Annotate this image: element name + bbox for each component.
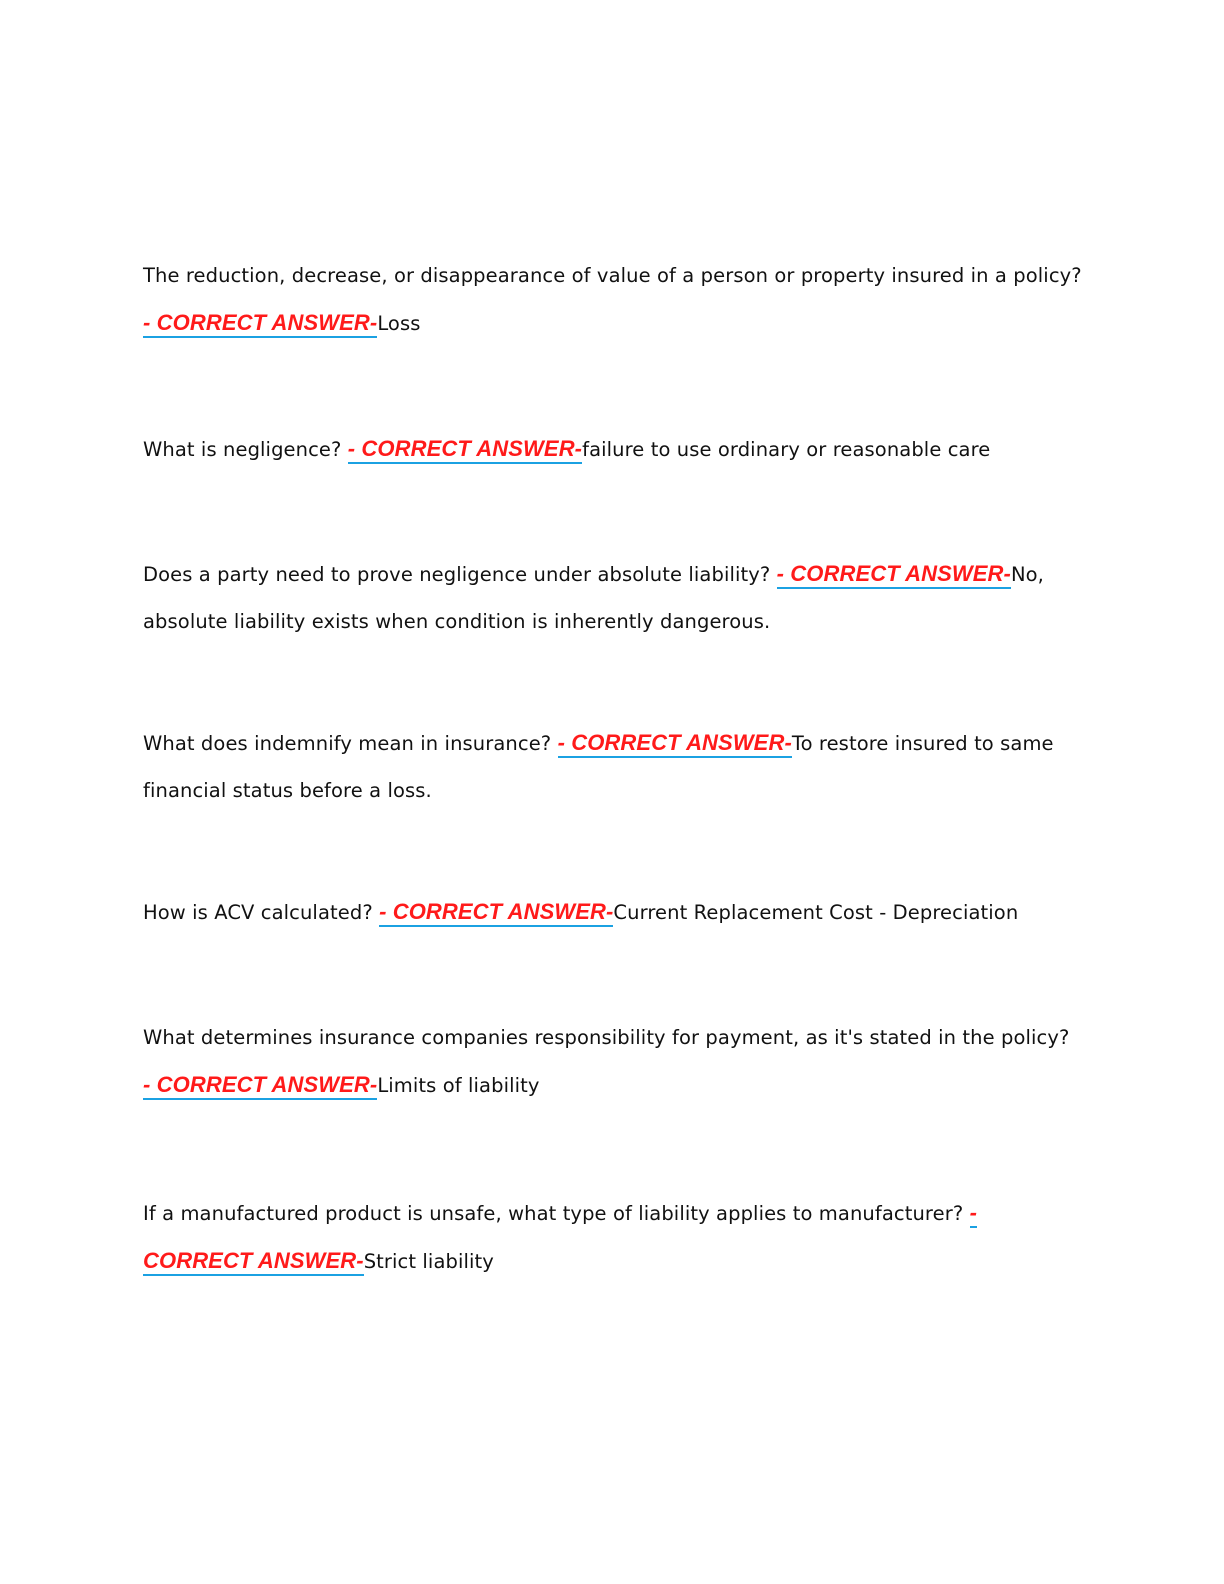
answer-text: Limits of liability	[377, 1074, 540, 1097]
correct-answer-marker: - CORRECT ANSWER-	[143, 1200, 977, 1276]
answer-text: Strict liability	[363, 1250, 494, 1273]
question-text: What does indemnify mean in insurance?	[143, 732, 552, 755]
qa-item-3	[143, 550, 1083, 645]
question-text: What determines insurance companies responsibility for payment, as it's stated in the policy?	[143, 1026, 1070, 1049]
question-text: Does a party need to prove negligence under absolute liability?	[143, 563, 771, 586]
question-text: How is ACV calculated?	[143, 901, 373, 924]
question-text: The reduction, decrease, or disappearance of value of a person or property insured in a policy?	[143, 264, 1082, 287]
correct-answer-marker: - CORRECT ANSWER-	[143, 1072, 377, 1100]
correct-answer-marker: - CORRECT ANSWER-	[777, 561, 1011, 589]
answer-text: failure to use ordinary or reasonable care	[582, 438, 991, 461]
correct-answer-marker: - CORRECT ANSWER-	[348, 436, 582, 464]
qa-item-5	[143, 888, 1083, 936]
qa-item-4	[143, 719, 1083, 814]
question-text: What is negligence?	[143, 438, 342, 461]
correct-answer-marker: - CORRECT ANSWER-	[143, 310, 377, 338]
answer-text: To restore insured to same financial status before a loss.	[143, 732, 1054, 802]
question-text: If a manufactured product is unsafe, what type of liability applies to manufacturer?	[143, 1202, 964, 1225]
answer-text: No, absolute liability exists when condition is inherently dangerous.	[143, 563, 1044, 633]
correct-answer-marker: - CORRECT ANSWER-	[379, 899, 613, 927]
qa-item-7	[143, 1189, 1083, 1285]
answer-text: Loss	[377, 312, 421, 335]
qa-item-6	[143, 1014, 1083, 1109]
qa-item-1	[143, 252, 1083, 347]
correct-answer-marker: - CORRECT ANSWER-	[558, 730, 792, 758]
answer-text: Current Replacement Cost - Depreciation	[613, 901, 1019, 924]
qa-item-2	[143, 425, 1083, 473]
